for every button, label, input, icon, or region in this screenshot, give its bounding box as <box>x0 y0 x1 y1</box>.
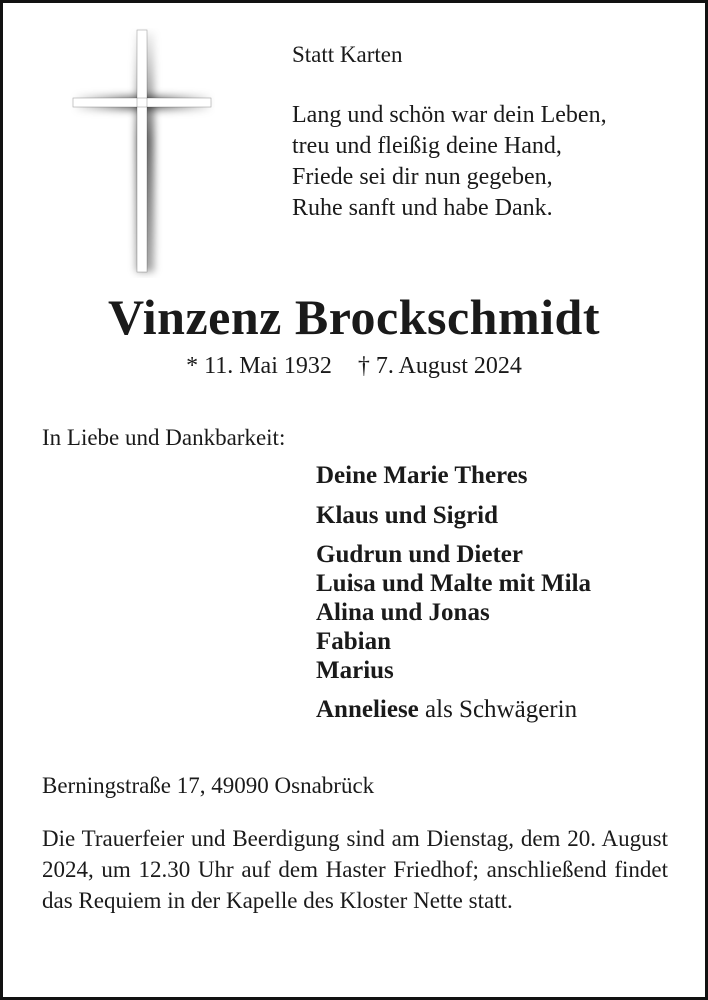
poem-line: treu und fleißig deine Hand, <box>292 133 562 159</box>
mourner-name: Marius <box>316 657 394 684</box>
funeral-notice: Die Trauerfeier und Beerdigung sind am Dienstag, dem 20. August 2024, um 12.30 Uhr auf dem Haster Friedhof; anschließend findet das Requiem in der Kapelle des Kloster Nette statt. <box>42 826 668 913</box>
poem-line: Ruhe sanft und habe Dank. <box>292 195 553 221</box>
address: Berningstraße 17, 49090 Osnabrück <box>42 773 375 798</box>
poem-line: Lang und schön war dein Leben, <box>292 102 607 128</box>
greeting: In Liebe und Dankbarkeit: <box>42 425 286 450</box>
death-date: † 7. August 2024 <box>357 353 522 379</box>
mourner-name: Deine Marie Theres <box>316 462 528 489</box>
life-dates <box>0 353 708 380</box>
mourner-name: Alina und Jonas <box>316 599 490 626</box>
inlaw-role: als Schwägerin <box>425 696 578 723</box>
mourner-name: Klaus und Sigrid <box>316 502 499 529</box>
deceased-name: Vinzenz Brockschmidt <box>108 289 600 345</box>
mourner-name: Gudrun und Dieter <box>316 541 523 568</box>
birth-date: * 11. Mai 1932 <box>186 353 332 379</box>
intro-text: Statt Karten <box>292 42 403 67</box>
poem-line: Friede sei dir nun gegeben, <box>292 164 553 190</box>
mourner-name: Luisa und Malte mit Mila <box>316 570 592 597</box>
poem <box>292 100 607 224</box>
mourner-name: Fabian <box>316 628 392 655</box>
inlaw-line <box>316 696 577 724</box>
inlaw-name: Anneliese <box>316 696 419 723</box>
cross-icon <box>70 28 215 278</box>
